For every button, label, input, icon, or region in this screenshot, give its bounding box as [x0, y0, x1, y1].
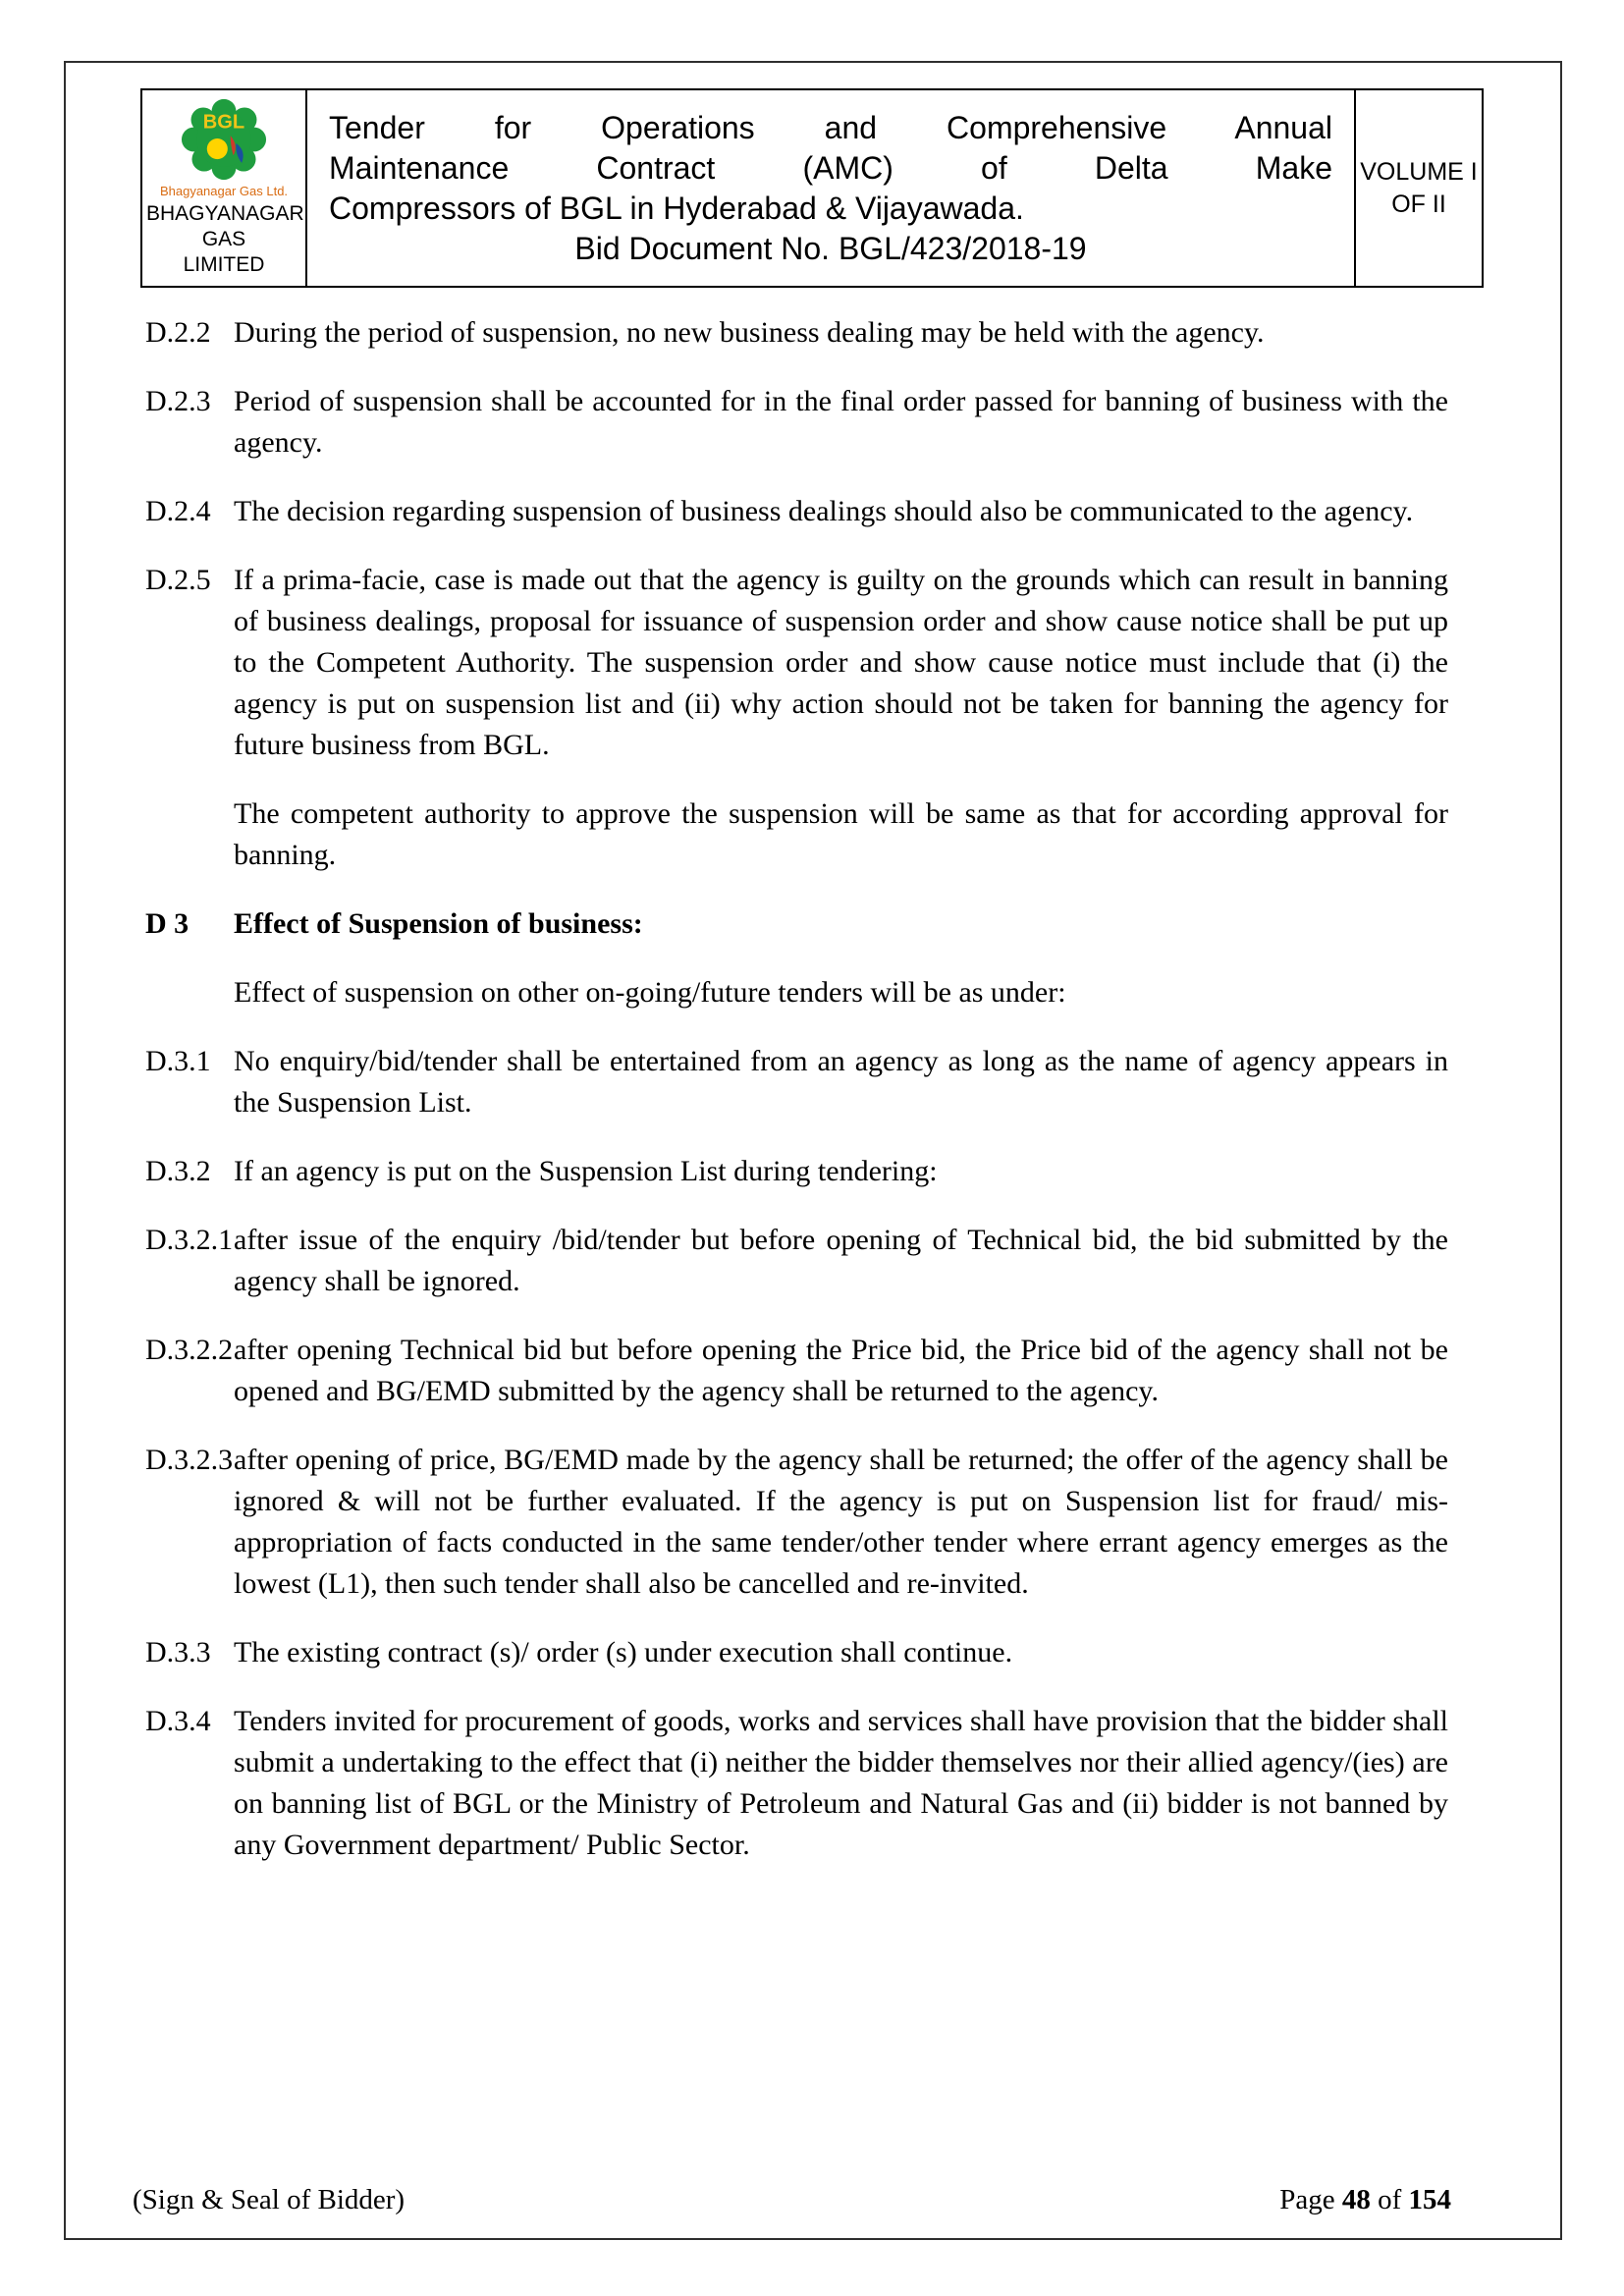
company-name-line2: LIMITED [183, 253, 265, 276]
title-cell [306, 89, 1355, 287]
clause-number [145, 793, 234, 876]
clause-number: D.3.2 [145, 1155, 211, 1187]
clause-number: D.3.2.1 [145, 1224, 234, 1256]
company-name-line1: BHAGYANAGAR GAS [146, 202, 304, 250]
clause-row [145, 1330, 1448, 1412]
clause-text: If a prima-facie, case is made out that the agency is guilty on the grounds which can result in banning of business dealings, proposal for issuance of suspension order and show cause notice shall be put up to the Competent Authority. The suspension order and show cause notice must include that (i) the agency is put on suspension list and (ii) why action should not be taken for banning the agency for future business from BGL. [234, 564, 1448, 761]
clause-row [145, 1632, 1448, 1673]
logo-cell [141, 89, 306, 287]
clause-row [145, 1041, 1448, 1123]
clause-text: If an agency is put on the Suspension List during tendering: [234, 1155, 938, 1187]
clause-row [145, 972, 1448, 1013]
volume-line1: VOLUME I [1360, 157, 1478, 186]
of-word: of [1378, 2184, 1402, 2215]
clause-number: D.3.3 [145, 1636, 211, 1668]
clause-row [145, 1701, 1448, 1866]
clause-row [145, 312, 1448, 354]
clause-text: No enquiry/bid/tender shall be entertained from an agency as long as the name of agency appears in the Suspension List. [234, 1045, 1448, 1119]
bid-document-number: Bid Document No. BGL/423/2018-19 [574, 230, 1087, 266]
clause-row [145, 1440, 1448, 1605]
clause-number: D 3 [145, 907, 189, 940]
clause-text: after opening Technical bid but before opening the Price bid, the Price bid of the agency shall not be opened and BG/EMD submitted by the agency shall be returned to the agency. [234, 1334, 1448, 1407]
clause-text: after issue of the enquiry /bid/tender but before opening of Technical bid, the bid submitted by the agency shall be ignored. [234, 1224, 1448, 1297]
page-word: Page [1279, 2184, 1335, 2215]
clause-number: D.3.2.2 [145, 1334, 234, 1366]
clause-number: D.2.2 [145, 316, 211, 349]
clause-row [145, 381, 1448, 464]
clause-list [145, 312, 1448, 1866]
clause-row [145, 491, 1448, 532]
volume-line2: OF II [1391, 190, 1446, 218]
document-title-line2: Maintenance Contract (AMC) of Delta Make [329, 149, 1332, 186]
page-footer [133, 2182, 1451, 2217]
svg-text:BGL: BGL [202, 111, 245, 134]
clause-row [145, 793, 1448, 876]
clause-number: D.3.2.3 [145, 1444, 234, 1476]
clause-number [145, 972, 234, 1013]
clause-text: after opening of price, BG/EMD made by the agency shall be returned; the offer of the agency shall be ignored & will not be further evaluated. If the agency is put on Suspension list for fraud/ mis-appropriation of facts conducted in the same tender/other tender where errant agency emerges as the lowest (L1), then such tender shall also be cancelled and re-invited. [234, 1444, 1448, 1600]
clause-row [145, 1220, 1448, 1302]
clause-text: The competent authority to approve the suspension will be same as that for according approval for banning. [234, 797, 1448, 871]
logo-caption: Bhagyanagar Gas Ltd. [159, 184, 289, 198]
page-number: 48 [1341, 2184, 1371, 2215]
clause-number: D.2.4 [145, 495, 211, 527]
clause-text: The existing contract (s)/ order (s) under execution shall continue. [234, 1636, 1013, 1668]
document-title-line1: Tender for Operations and Comprehensive Annual [329, 109, 1332, 145]
bgl-logo-icon [146, 96, 301, 183]
document-header-table [140, 88, 1484, 288]
clause-number: D.3.4 [145, 1705, 211, 1737]
clause-number: D.2.3 [145, 385, 211, 417]
clause-text: Tenders invited for procurement of goods, works and services shall have provision that the bidder shall submit a undertaking to the effect that (i) neither the bidder themselves nor their allied agency/(ies) are on banning list of BGL or the Ministry of Petroleum and Natural Gas and (ii) bidder is not banned by any Government department/ Public Sector. [234, 1705, 1448, 1861]
page-total: 154 [1408, 2184, 1451, 2215]
page-indicator [1279, 2182, 1451, 2217]
clause-text: Period of suspension shall be accounted for in the final order passed for banning of business with the agency. [234, 385, 1448, 459]
volume-cell [1355, 89, 1483, 287]
clause-text: Effect of Suspension of business: [234, 907, 643, 940]
clause-text: During the period of suspension, no new business dealing may be held with the agency. [234, 316, 1265, 349]
clause-number: D.2.5 [145, 564, 211, 596]
clause-text: The decision regarding suspension of business dealings should also be communicated to the agency. [234, 495, 1414, 527]
clause-row [145, 560, 1448, 766]
clause-row [145, 903, 1448, 945]
document-title-line3: Compressors of BGL in Hyderabad & Vijayawada. [329, 190, 1024, 226]
clause-text: Effect of suspension on other on-going/future tenders will be as under: [234, 976, 1066, 1009]
clause-row [145, 1151, 1448, 1192]
clause-number: D.3.1 [145, 1045, 211, 1077]
company-name [146, 201, 304, 278]
sign-seal-label: (Sign & Seal of Bidder) [133, 2184, 406, 2215]
